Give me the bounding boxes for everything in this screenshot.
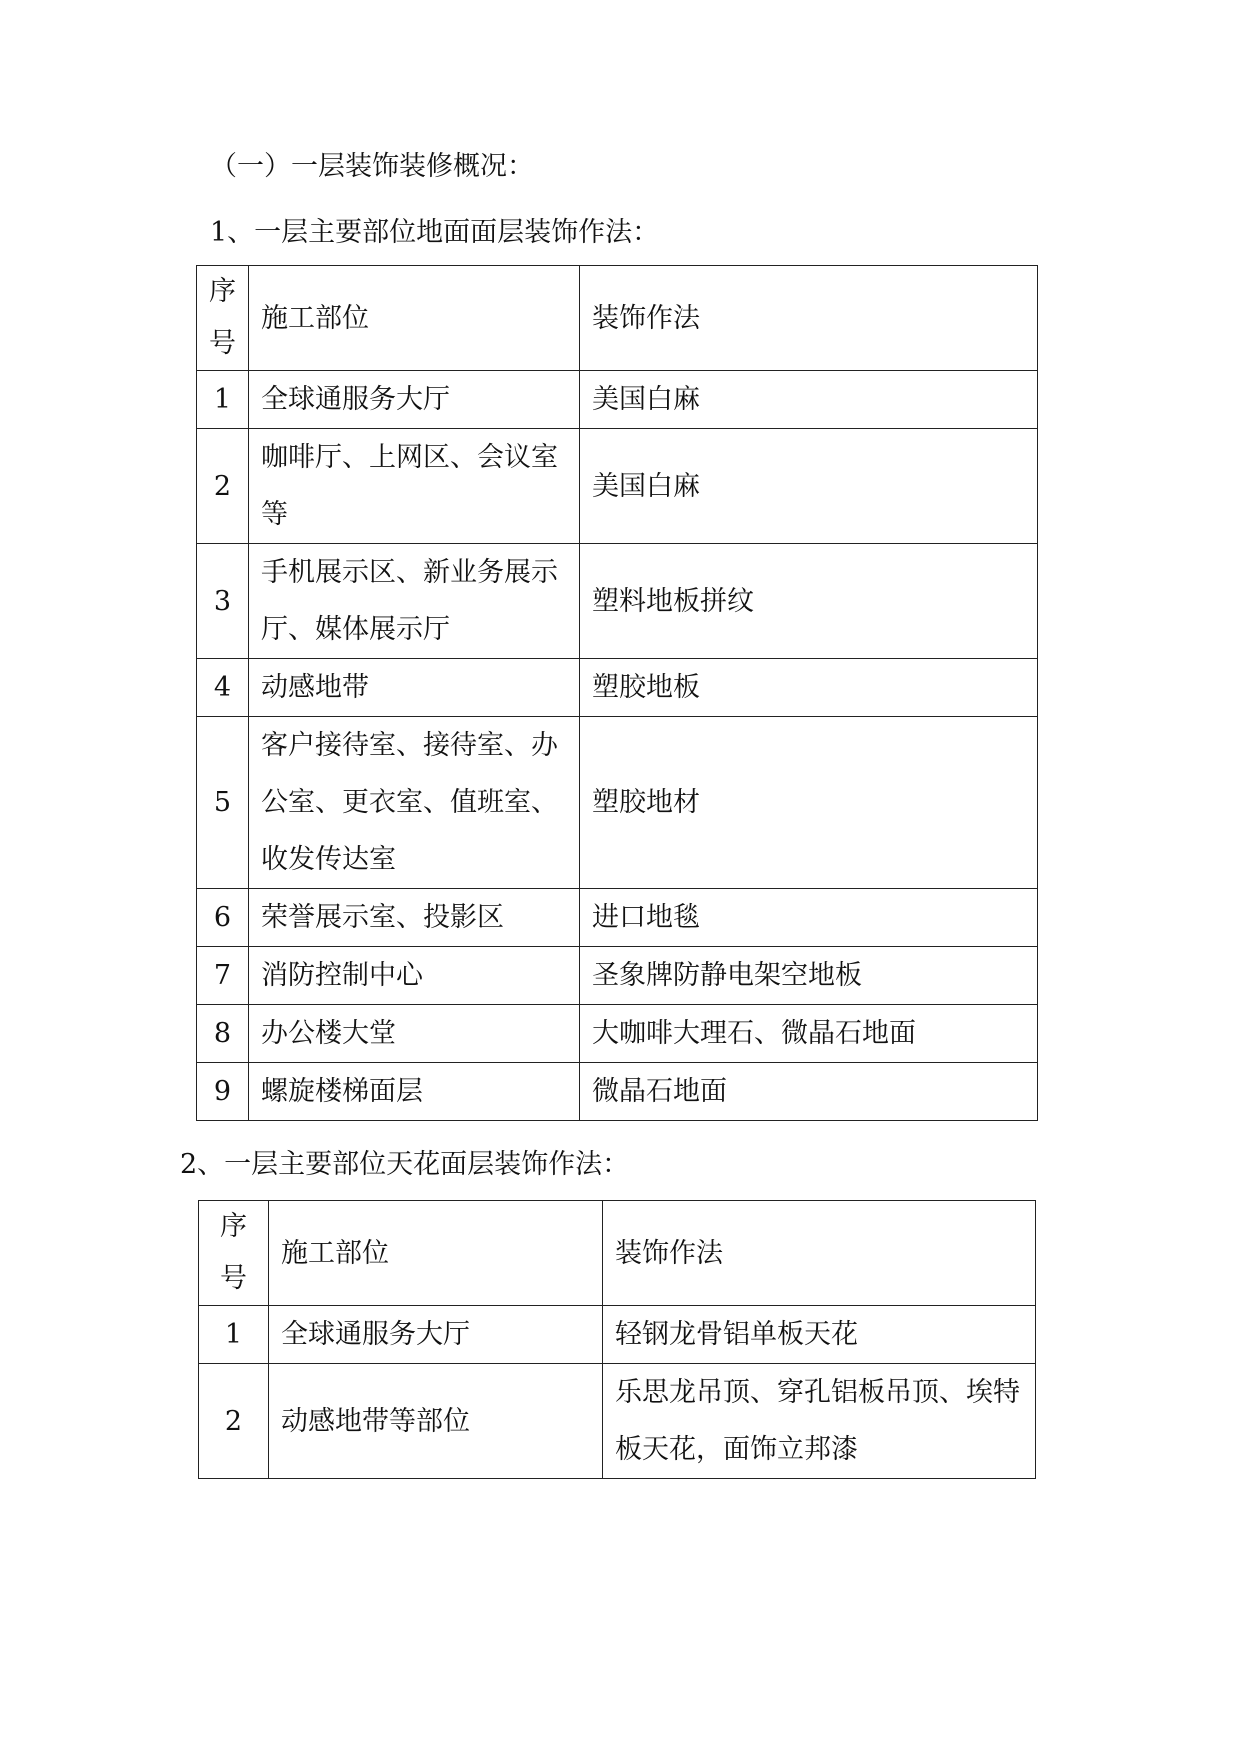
table-row [197, 889, 1038, 947]
table2-body [199, 1306, 1036, 1479]
ceiling-finish-table [198, 1200, 1036, 1479]
row-location [249, 947, 580, 1005]
row-number: 9 [197, 1063, 249, 1121]
header-method: 装饰作法 [603, 1201, 1036, 1306]
header-seq-top: 序 [209, 276, 236, 307]
row-location-line: 示厅、媒体展示厅 [261, 557, 558, 645]
header-seq [199, 1201, 269, 1306]
row-method [580, 1005, 1038, 1063]
row-number: 5 [197, 717, 249, 889]
row-location-line: 动感地带等部位 [281, 1405, 470, 1437]
table2-title: 2、一层主要部位天花面层装饰作法： [180, 1149, 630, 1180]
row-method [580, 429, 1038, 544]
table-row [197, 544, 1038, 659]
row-number: 8 [197, 1005, 249, 1063]
row-method [580, 717, 1038, 889]
row-location [249, 717, 580, 889]
row-method-line: 美国白麻 [592, 384, 700, 415]
row-method-line: 微晶石地面 [592, 1076, 727, 1107]
row-location-line: 全球通服务大厅 [281, 1319, 470, 1350]
row-method [580, 544, 1038, 659]
row-method-line: 特板天花，面饰立邦漆 [615, 1377, 1020, 1465]
row-location-line: 螺旋楼梯面层 [261, 1076, 423, 1107]
row-location-line: 办公楼大堂 [261, 1018, 396, 1049]
row-method-line: 塑胶地材 [592, 787, 700, 818]
row-location [249, 544, 580, 659]
row-method-line: 圣象牌防静电架空地板 [592, 960, 862, 991]
row-location-line: 室等 [261, 442, 558, 530]
row-method [580, 371, 1038, 429]
header-seq-top: 序 [220, 1211, 247, 1242]
row-location [269, 1364, 603, 1479]
row-method-line: 大咖啡大理石、微晶石地面 [592, 1018, 916, 1049]
table-row [197, 659, 1038, 717]
table-row [197, 1005, 1038, 1063]
row-number: 1 [197, 371, 249, 429]
row-number: 6 [197, 889, 249, 947]
row-method [580, 947, 1038, 1005]
table-row [197, 429, 1038, 544]
table-row [199, 1364, 1036, 1479]
row-method [603, 1306, 1036, 1364]
table-row [197, 1063, 1038, 1121]
row-location [249, 429, 580, 544]
table2-header-row [199, 1201, 1036, 1306]
table-row [199, 1306, 1036, 1364]
row-location [249, 1005, 580, 1063]
row-location-line: 全球通服务大厅 [261, 384, 450, 415]
row-location-line: 荣誉展示室、投影区 [261, 902, 504, 933]
row-method [603, 1364, 1036, 1479]
table-row [197, 371, 1038, 429]
header-seq-bottom: 号 [209, 328, 236, 359]
header-seq-bottom: 号 [220, 1263, 247, 1294]
row-location-line: 室、收发传达室 [261, 787, 558, 875]
row-method-line: 塑料地板拼纹 [592, 585, 754, 617]
floor-finish-table [196, 265, 1038, 1121]
row-method-line: 塑胶地板 [592, 672, 700, 703]
row-number: 7 [197, 947, 249, 1005]
table1-title: 1、一层主要部位地面面层装饰作法： [210, 217, 660, 248]
row-number: 3 [197, 544, 249, 659]
row-method [580, 889, 1038, 947]
row-location-line: 手机展示区、新业务展 [261, 557, 531, 588]
table1-header-row [197, 266, 1038, 371]
row-location-line: 消防控制中心 [261, 960, 423, 991]
row-location-line: 动感地带 [261, 672, 369, 703]
row-location [249, 659, 580, 717]
row-location [249, 889, 580, 947]
table1-body [197, 371, 1038, 1121]
table-row [197, 947, 1038, 1005]
section-heading: （一）一层装饰装修概况： [210, 151, 534, 182]
row-method-line: 乐思龙吊顶、穿孔铝板吊顶、埃 [615, 1377, 993, 1408]
row-location [249, 371, 580, 429]
header-seq [197, 266, 249, 371]
row-number: 2 [197, 429, 249, 544]
row-location [269, 1306, 603, 1364]
header-location: 施工部位 [249, 266, 580, 371]
row-method [580, 659, 1038, 717]
table-row [197, 717, 1038, 889]
row-location-line: 客户接待室、接待室、 [261, 730, 531, 761]
row-number: 4 [197, 659, 249, 717]
row-method-line: 进口地毯 [592, 902, 700, 933]
row-method [580, 1063, 1038, 1121]
header-method: 装饰作法 [580, 266, 1038, 371]
row-number: 2 [199, 1364, 269, 1479]
row-method-line: 美国白麻 [592, 470, 700, 502]
row-method-line: 轻钢龙骨铝单板天花 [615, 1319, 858, 1350]
row-location-line: 咖啡厅、上网区、会议 [261, 442, 531, 473]
header-location: 施工部位 [269, 1201, 603, 1306]
row-number: 1 [199, 1306, 269, 1364]
row-location [249, 1063, 580, 1121]
row-location-line: 办公室、更衣室、值班 [261, 730, 558, 818]
